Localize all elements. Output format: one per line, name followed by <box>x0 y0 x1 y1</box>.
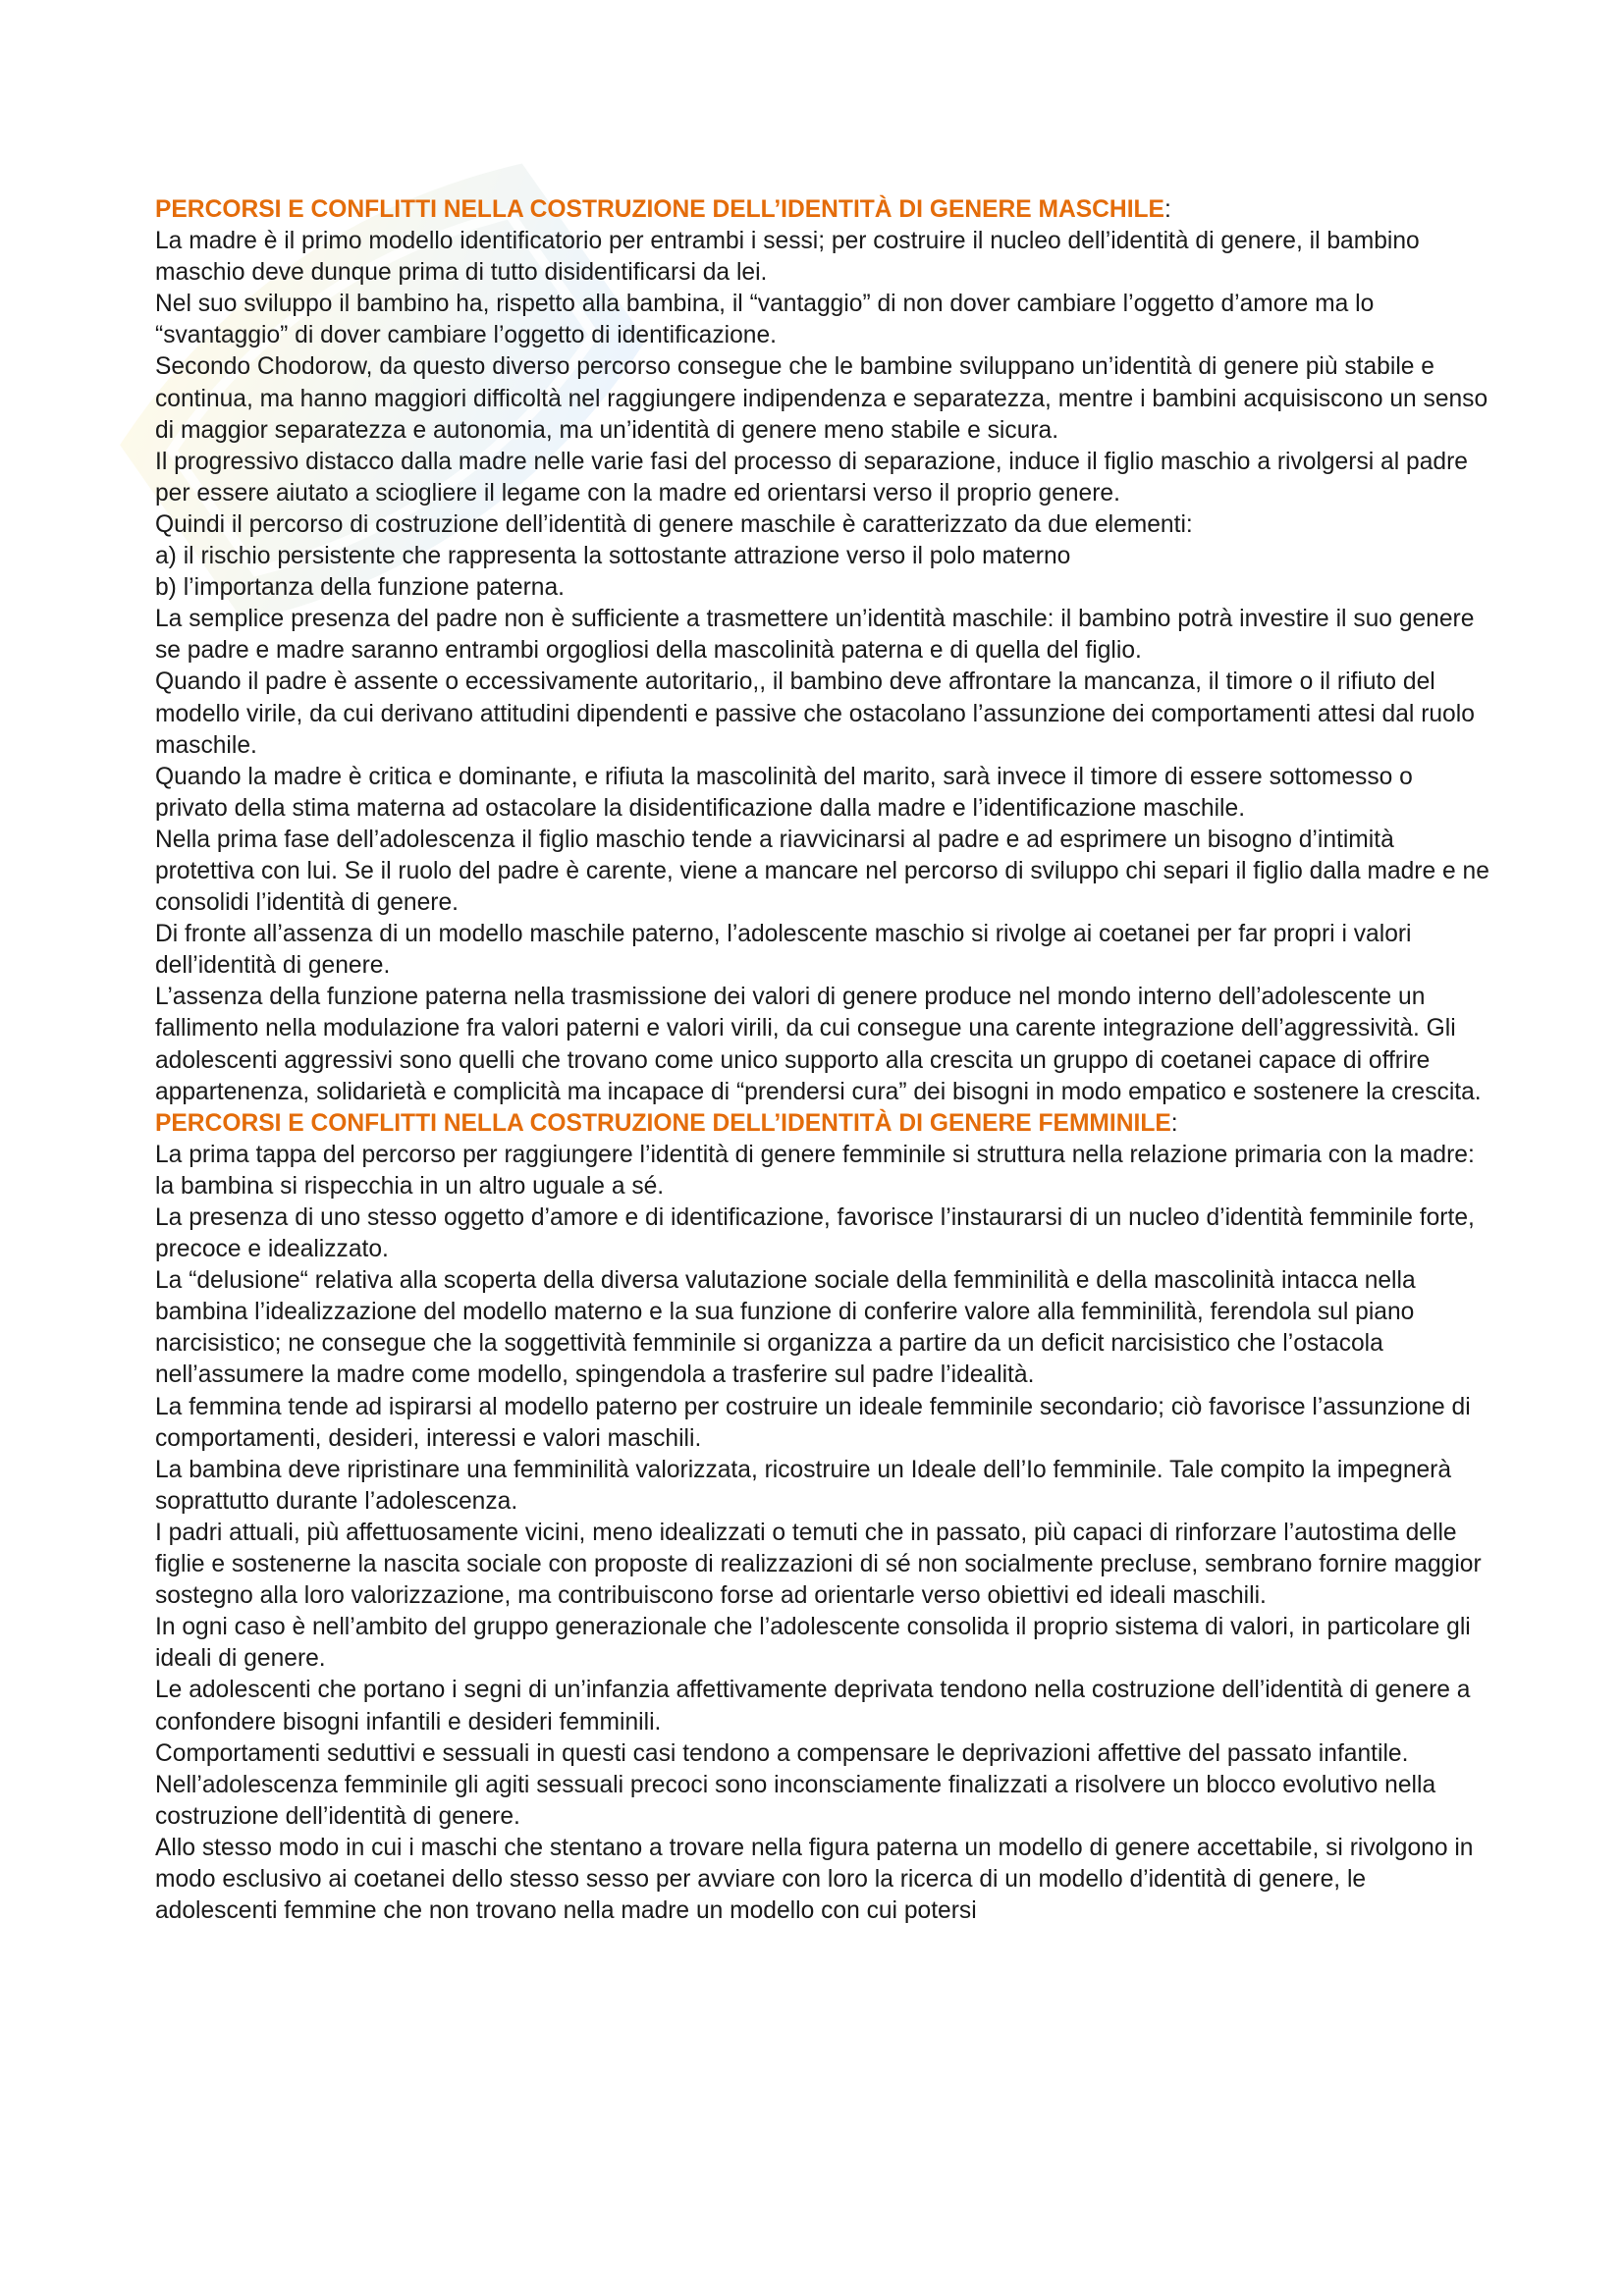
paragraph: La madre è il primo modello identificatorio per entrambi i sessi; per costruire il nucleo dell’identità di genere, il bambino maschio deve dunque prima di tutto disidentificarsi da lei. <box>155 228 1420 287</box>
paragraph: Le adolescenti che portano i segni di un’infanzia affettivamente deprivata tendono nella costruzione dell’identità di genere a confondere bisogni infantili e desideri femminili. <box>155 1677 1471 1735</box>
section-heading-maschile-text: PERCORSI E CONFLITTI NELLA COSTRUZIONE DELL’IDENTITÀ DI GENERE MASCHILE <box>155 196 1164 223</box>
paragraph: Nell’adolescenza femminile gli agiti sessuali precoci sono inconsciamente finalizzati a risolvere un blocco evolutivo nella costruzione dell’identità di genere. <box>155 1771 1436 1830</box>
section-heading-maschile <box>155 194 1490 226</box>
paragraph: La “delusione“ relativa alla scoperta della diversa valutazione sociale della femminilità e della mascolinità intacca nella bambina l’idealizzazione del modello materno e la sua funzione di conferire valore alla femminilità, ferendola sul piano narcisistico; ne consegue che la soggettività femminile si organizza a partire da un deficit narcisistico che l’ostacola nell’assumere la madre come modello, spingendola a trasferire sul padre l’idealità. <box>155 1267 1416 1389</box>
paragraph: Di fronte all’assenza di un modello maschile paterno, l’adolescente maschio si rivolge ai coetanei per far propri i valori dell’identità di genere. <box>155 921 1412 980</box>
paragraph: Quindi il percorso di costruzione dell’identità di genere maschile è caratterizzato da due elementi: <box>155 510 1193 538</box>
paragraph: La femmina tende ad ispirarsi al modello paterno per costruire un ideale femminile secondario; ciò favorisce l’assunzione di comportamenti, desideri, interessi e valori maschili. <box>155 1393 1471 1452</box>
heading-colon: : <box>1170 1109 1178 1137</box>
heading-colon: : <box>1163 196 1171 223</box>
list-item: a) il rischio persistente che rappresenta la sottostante attrazione verso il polo materno <box>155 543 1071 570</box>
paragraph: La bambina deve ripristinare una femminilità valorizzata, ricostruire un Ideale dell’Io femminile. Tale compito la impegnerà soprattutto durante l’adolescenza. <box>155 1456 1452 1515</box>
paragraph: Quando il padre è assente o eccessivamente autoritario,, il bambino deve affrontare la mancanza, il timore o il rifiuto del modello virile, da cui derivano attitudini dipendenti e passive che ostacolano l’assunzione dei comportamenti attesi dal ruolo maschile. <box>155 668 1475 759</box>
paragraph: La presenza di uno stesso oggetto d’amore e di identificazione, favorisce l’instaurarsi di un nucleo d’identità femminile forte, precoce e idealizzato. <box>155 1204 1475 1263</box>
paragraph: La prima tappa del percorso per raggiungere l’identità di genere femminile si struttura nella relazione primaria con la madre: la bambina si rispecchia in un altro uguale a sé. <box>155 1141 1475 1200</box>
paragraph: Nel suo sviluppo il bambino ha, rispetto alla bambina, il “vantaggio” di non dover cambiare l’oggetto d’amore ma lo “svantaggio” di dover cambiare l’oggetto di identificazione. <box>155 291 1375 349</box>
paragraph: La semplice presenza del padre non è sufficiente a trasmettere un’identità maschile: il bambino potrà investire il suo genere se padre e madre saranno entrambi orgogliosi della mascolinità paterna e di quella del figlio. <box>155 606 1475 665</box>
section-heading-femminile <box>155 1108 1490 1140</box>
document-body <box>155 194 1490 1927</box>
paragraph: Secondo Chodorow, da questo diverso percorso consegue che le bambine sviluppano un’identità di genere più stabile e continua, ma hanno maggiori difficoltà nel raggiungere indipendenza e separatezza, mentre i bambini acquisiscono un senso di maggior separatezza e autonomia, ma un’identità di genere meno stabile e sicura. <box>155 353 1488 444</box>
paragraph: Quando la madre è critica e dominante, e rifiuta la mascolinità del marito, sarà invece il timore di essere sottomesso o privato della stima materna ad ostacolare la disidentificazione dalla madre e l’identificazione maschile. <box>155 763 1413 822</box>
paragraph: I padri attuali, più affettuosamente vicini, meno idealizzati o temuti che in passato, più capaci di rinforzare l’autostima delle figlie e sostenerne la nascita sociale con proposte di realizzazioni di sé non socialmente precluse, sembrano fornire maggior sostegno alla loro valorizzazione, ma contribuiscono forse ad orientarle verso obiettivi ed ideali maschili. <box>155 1519 1482 1610</box>
paragraph: L’assenza della funzione paterna nella trasmissione dei valori di genere produce nel mondo interno dell’adolescente un fallimento nella modulazione fra valori paterni e valori virili, da cui consegue una carente integrazione dell’aggressività. Gli adolescenti aggressivi sono quelli che trovano come unico supporto alla crescita un gruppo di coetanei capace di offrire appartenenza, solidarietà e complicità ma incapace di “prendersi cura” dei bisogni in modo empatico e sostenere la crescita. <box>155 984 1482 1105</box>
paragraph: Allo stesso modo in cui i maschi che stentano a trovare nella figura paterna un modello di genere accettabile, si rivolgono in modo esclusivo ai coetanei dello stesso sesso per avviare con loro la ricerca di un modello d’identità di genere, le adolescenti femmine che non trovano nella madre un modello con cui potersi <box>155 1834 1474 1925</box>
paragraph: In ogni caso è nell’ambito del gruppo generazionale che l’adolescente consolida il proprio sistema di valori, in particolare gli ideali di genere. <box>155 1614 1471 1673</box>
section-heading-femminile-text: PERCORSI E CONFLITTI NELLA COSTRUZIONE DELL’IDENTITÀ DI GENERE FEMMINILE <box>155 1109 1171 1137</box>
list-item: b) l’importanza della funzione paterna. <box>155 574 565 602</box>
paragraph: Il progressivo distacco dalla madre nelle varie fasi del processo di separazione, induce il figlio maschio a rivolgersi al padre per essere aiutato a sciogliere il legame con la madre ed orientarsi verso il proprio genere. <box>155 448 1468 507</box>
paragraph: Comportamenti seduttivi e sessuali in questi casi tendono a compensare le deprivazioni affettive del passato infantile. <box>155 1739 1409 1767</box>
paragraph: Nella prima fase dell’adolescenza il figlio maschio tende a riavvicinarsi al padre e ad esprimere un bisogno d’intimità protettiva con lui. Se il ruolo del padre è carente, viene a mancare nel percorso di sviluppo chi separi il figlio dalla madre e ne consolidi l’identità di genere. <box>155 826 1489 917</box>
